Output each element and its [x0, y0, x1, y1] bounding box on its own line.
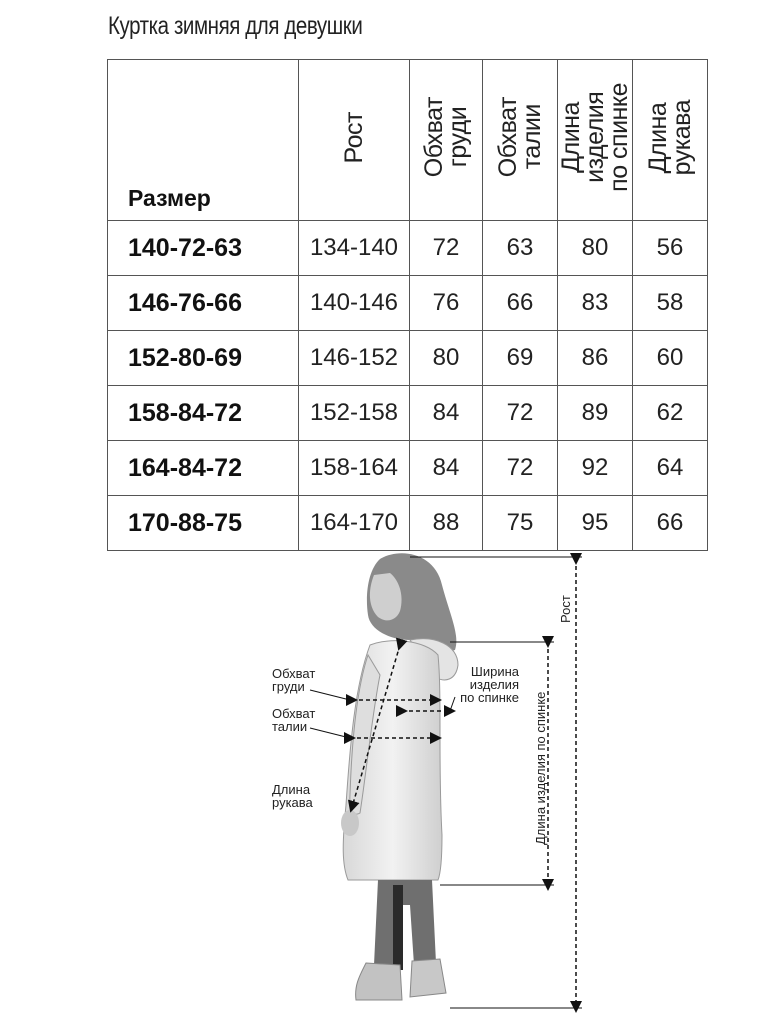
cell-waist: 63: [483, 221, 558, 276]
cell-size: 158-84-72: [108, 386, 299, 441]
cell-size: 146-76-66: [108, 276, 299, 331]
table-row: [108, 331, 708, 386]
header-height: Рост: [299, 60, 410, 221]
header-size: Размер: [108, 60, 299, 221]
cell-height: 152-158: [299, 386, 410, 441]
girl-figure-icon: [250, 545, 610, 1015]
table-row: [108, 441, 708, 496]
cell-chest: 80: [410, 331, 483, 386]
label-height: Рост: [558, 595, 573, 623]
cell-height: 140-146: [299, 276, 410, 331]
cell-chest: 84: [410, 441, 483, 496]
header-waist: Обхват талии: [483, 60, 558, 221]
cell-back-length: 95: [558, 496, 633, 551]
cell-sleeve: 56: [633, 221, 708, 276]
cell-size: 140-72-63: [108, 221, 299, 276]
size-chart-table: [107, 59, 708, 551]
cell-height: 164-170: [299, 496, 410, 551]
table-row: [108, 386, 708, 441]
cell-chest: 88: [410, 496, 483, 551]
cell-size: 152-80-69: [108, 331, 299, 386]
cell-waist: 75: [483, 496, 558, 551]
label-chest: Обхват груди: [272, 666, 316, 694]
cell-size: 164-84-72: [108, 441, 299, 496]
cell-back-length: 83: [558, 276, 633, 331]
cell-back-length: 89: [558, 386, 633, 441]
cell-size: 170-88-75: [108, 496, 299, 551]
cell-waist: 72: [483, 386, 558, 441]
cell-height: 134-140: [299, 221, 410, 276]
cell-sleeve: 58: [633, 276, 708, 331]
label-waist: Обхват талии: [272, 706, 316, 734]
cell-back-length: 86: [558, 331, 633, 386]
cell-sleeve: 66: [633, 496, 708, 551]
cell-sleeve: 64: [633, 441, 708, 496]
page-title: Куртка зимняя для девушки: [108, 12, 363, 40]
table-row: [108, 276, 708, 331]
measurement-diagram: [250, 545, 610, 1015]
table-row: [108, 221, 708, 276]
header-sleeve: Длина рукава: [633, 60, 708, 221]
cell-waist: 69: [483, 331, 558, 386]
cell-chest: 84: [410, 386, 483, 441]
cell-sleeve: 62: [633, 386, 708, 441]
cell-waist: 72: [483, 441, 558, 496]
table-header-row: [108, 60, 708, 221]
cell-chest: 76: [410, 276, 483, 331]
cell-chest: 72: [410, 221, 483, 276]
header-back-length: Длина изделия по спинке: [558, 60, 633, 221]
cell-sleeve: 60: [633, 331, 708, 386]
header-chest: Обхват груди: [410, 60, 483, 221]
label-sleeve: Длина рукава: [272, 782, 313, 810]
cell-back-length: 92: [558, 441, 633, 496]
cell-height: 158-164: [299, 441, 410, 496]
table-row: [108, 496, 708, 551]
cell-waist: 66: [483, 276, 558, 331]
cell-back-length: 80: [558, 221, 633, 276]
label-back-length: Длина изделия по спинке: [533, 691, 548, 845]
cell-height: 146-152: [299, 331, 410, 386]
label-back-width: Ширина изделия по спинке: [460, 664, 519, 705]
